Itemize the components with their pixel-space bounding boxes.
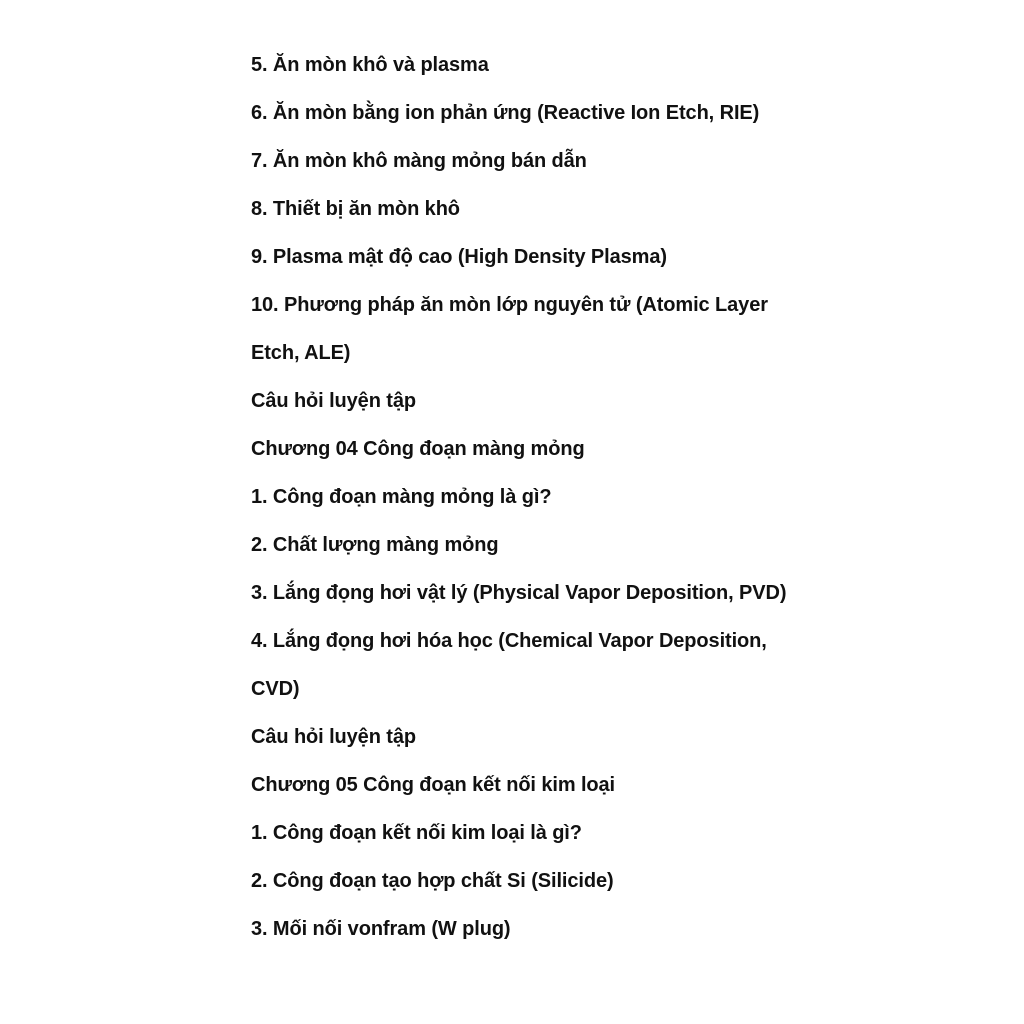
toc-line-4-continued: CVD) xyxy=(251,678,300,700)
toc-line-2-silicide: 2. Công đoạn tạo hợp chất Si (Silicide) xyxy=(251,870,614,892)
toc-line-4-cvd: 4. Lắng đọng hơi hóa học (Chemical Vapor Deposition, xyxy=(251,630,767,652)
toc-line-6-reactive-ion-etch: 6. Ăn mòn bằng ion phản ứng (Reactive Ion Etch, RIE) xyxy=(251,102,760,124)
toc-line-10-atomic-layer-etch: 10. Phương pháp ăn mòn lớp nguyên tử (Atomic Layer xyxy=(251,294,768,316)
toc-line-8-dry-etch-equipment: 8. Thiết bị ăn mòn khô xyxy=(251,198,460,220)
toc-line-1-thin-film-process: 1. Công đoạn màng mỏng là gì? xyxy=(251,486,552,508)
toc-line-5-dry-etch-plasma: 5. Ăn mòn khô và plasma xyxy=(251,54,489,76)
toc-line-3-w-plug: 3. Mối nối vonfram (W plug) xyxy=(251,918,511,940)
toc-chapter-04-heading: Chương 04 Công đoạn màng mỏng xyxy=(251,438,585,460)
toc-line-practice-questions: Câu hỏi luyện tập xyxy=(251,726,416,748)
toc-line-2-thin-film-quality: 2. Chất lượng màng mỏng xyxy=(251,534,499,556)
toc-line-3-pvd: 3. Lắng đọng hơi vật lý (Physical Vapor Deposition, PVD) xyxy=(251,582,787,604)
toc-line-10-continued: Etch, ALE) xyxy=(251,342,351,364)
toc-line-9-high-density-plasma: 9. Plasma mật độ cao (High Density Plasma) xyxy=(251,246,667,268)
toc-line-1-metal-interconnect: 1. Công đoạn kết nối kim loại là gì? xyxy=(251,822,582,844)
table-of-contents xyxy=(251,41,951,953)
toc-chapter-05-heading: Chương 05 Công đoạn kết nối kim loại xyxy=(251,774,616,796)
toc-line-7-dry-etch-thin-film: 7. Ăn mòn khô màng mỏng bán dẫn xyxy=(251,150,587,172)
toc-line-practice-questions: Câu hỏi luyện tập xyxy=(251,390,416,412)
